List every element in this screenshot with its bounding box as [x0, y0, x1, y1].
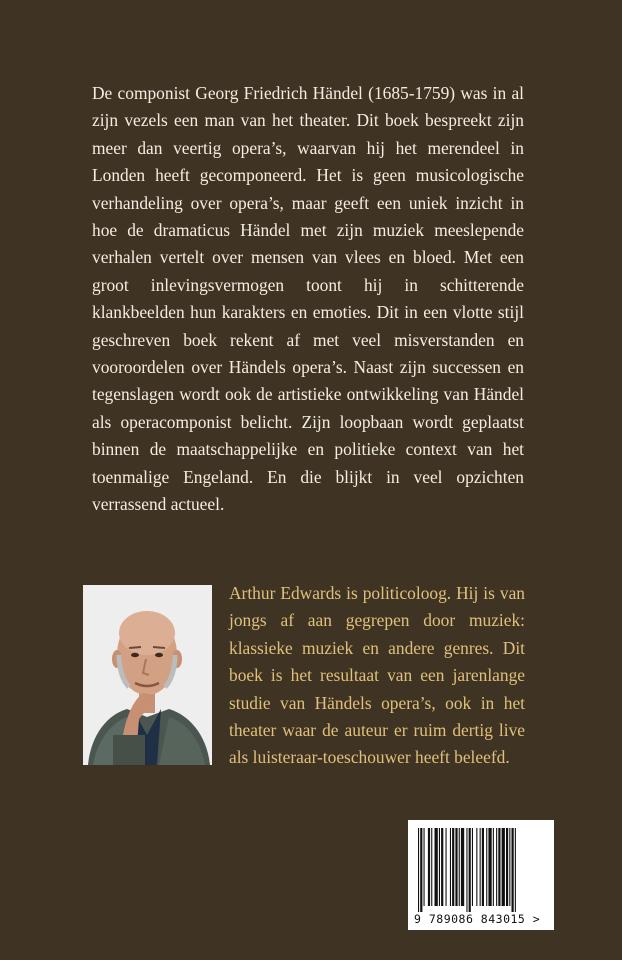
- barcode-bar: [446, 828, 447, 906]
- barcode-bar: [493, 828, 494, 906]
- isbn-number: 9 789086 843015 >: [414, 912, 541, 926]
- cover-blurb: [92, 80, 524, 519]
- barcode-bar: [512, 828, 514, 912]
- barcode-bar: [441, 828, 443, 906]
- barcode-bar: [466, 828, 467, 912]
- barcode-bar: [435, 828, 438, 906]
- barcode-bar: [502, 828, 505, 906]
- barcode-bar: [509, 828, 510, 906]
- barcode-bar: [418, 828, 419, 912]
- barcode-bars: [408, 820, 554, 912]
- barcode-bar: [480, 828, 481, 906]
- barcode-bar: [482, 828, 484, 906]
- barcode-bar: [450, 828, 451, 906]
- barcode-bar: [428, 828, 430, 906]
- barcode-bar: [515, 828, 516, 912]
- barcode: [408, 820, 554, 930]
- barcode-bar: [461, 828, 464, 906]
- barcode-bar: [472, 828, 473, 906]
- barcode-bar: [459, 828, 460, 906]
- author-photo: [83, 585, 212, 765]
- barcode-bar: [476, 828, 477, 906]
- barcode-bar: [469, 828, 471, 912]
- barcode-bar: [488, 828, 491, 906]
- barcode-bar: [452, 828, 454, 906]
- barcode-bar: [439, 828, 440, 906]
- author-bio-text: Arthur Edwards is politicoloog. Hij is van jongs af aan gegrepen door muziek: klassieke muziek en andere genres. Dit boek is het resultaat van een jarenlange studie van Händels opera’s, ook in het theater waar de auteur er ruim dertig live als luisteraar-toeschouwer heeft beleefd.: [229, 583, 525, 768]
- barcode-bar: [420, 828, 422, 912]
- barcode-bar: [486, 828, 487, 906]
- barcode-bar: [455, 828, 457, 906]
- author-bio: [229, 580, 525, 772]
- barcode-bar: [431, 828, 432, 906]
- barcode-bar: [498, 828, 500, 906]
- barcode-bar: [496, 828, 497, 906]
- blurb-text: De componist Georg Friedrich Händel (1685-1759) was in al zijn vezels een man van het theater. Dit boek bespreekt zijn meer dan veertig opera’s, waarvan hij het merendeel in Londen heeft gecomponeerd. Het is geen musicologische verhandeling over opera’s, maar geeft een uniek inzicht in hoe de dramaticus Händel met zijn muziek meeslepende verhalen vertelt over mensen van vlees en bloed. Met een groot inlevingsvermogen toont hij in schitterende klankbeelden hun karakters en emoties. Dit in een vlotte stijl geschreven boek rekent af met veel misverstanden en vooroordelen over Händels opera’s. Naast zijn successen en tegenslagen wordt ook de artistieke ontwikkeling van Händel als operacomponist belicht. Zijn loopbaan wordt geplaatst binnen de maatschappelijke en politieke context van het toenmalige Engeland. En die blijkt in veel opzichten verrassend actueel.: [92, 83, 524, 515]
- barcode-bar: [424, 828, 425, 906]
- barcode-bar: [506, 828, 508, 906]
